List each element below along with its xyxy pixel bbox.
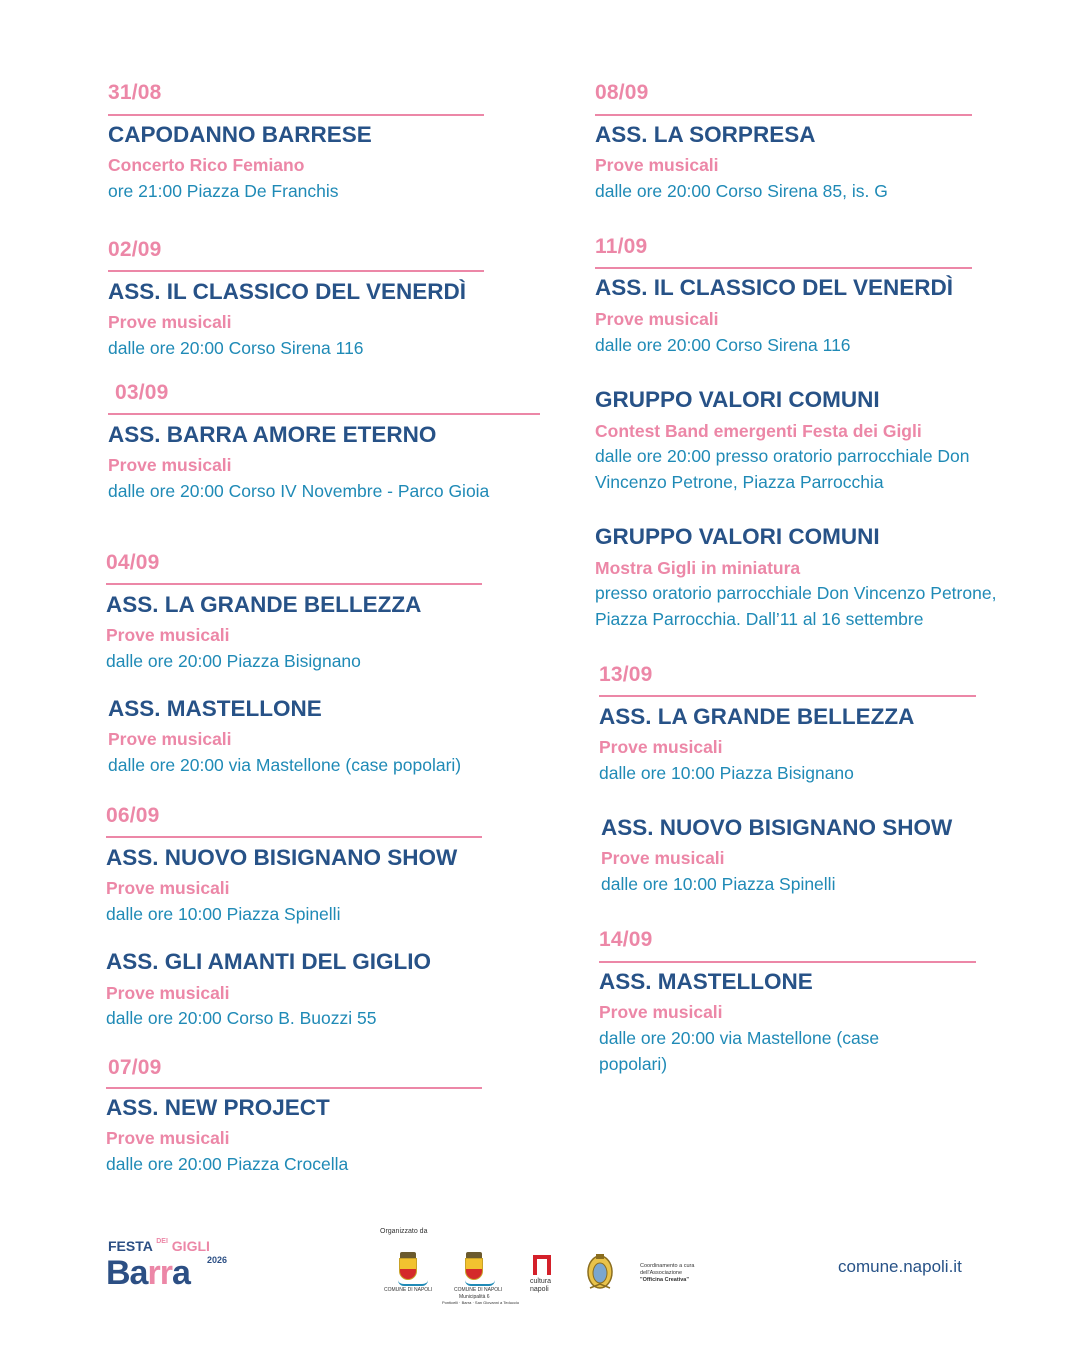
event-info: ore 21:00 Piazza De Franchis: [108, 181, 339, 201]
organized-by-label: Organizzato da: [380, 1228, 428, 1235]
wave-icon: [465, 1280, 495, 1286]
date-divider: [595, 114, 972, 116]
event-subtitle: Prove musicali: [599, 737, 723, 757]
wave-icon: [398, 1280, 428, 1286]
event-subtitle: Mostra Gigli in miniatura: [595, 558, 801, 578]
event-title: ASS. NUOVO BISIGNANO SHOW: [106, 845, 458, 870]
logo-year: 2026: [207, 1255, 228, 1265]
logo-rr: rr: [147, 1254, 172, 1292]
event-info: dalle ore 20:00 Corso Sirena 116: [595, 335, 851, 355]
date-divider: [599, 961, 976, 963]
event-subtitle: Prove musicali: [106, 983, 230, 1003]
municipalita-crest-icon: [463, 1252, 485, 1282]
logo-festa: FESTA: [108, 1238, 153, 1254]
comune-napoli-label: COMUNE DI NAPOLI: [454, 1287, 503, 1293]
event-title: ASS. IL CLASSICO DEL VENERDÌ: [595, 275, 953, 300]
event-title: ASS. IL CLASSICO DEL VENERDÌ: [108, 279, 466, 304]
event-title: ASS. BARRA AMORE ETERNO: [108, 422, 437, 447]
municipalita-sublabel: Ponticelli · Barra · San Giovanni a Teduccio: [442, 1300, 520, 1305]
date-divider: [108, 413, 540, 415]
event-subtitle: Prove musicali: [108, 312, 232, 332]
event-info: dalle ore 20:00 Piazza Bisignano: [106, 651, 361, 671]
event-date: 06/09: [106, 804, 160, 827]
event-subtitle: Prove musicali: [108, 455, 232, 475]
event-title: ASS. MASTELLONE: [599, 969, 813, 994]
website-link[interactable]: comune.napoli.it: [838, 1257, 962, 1276]
event-date: 03/09: [115, 381, 169, 404]
event-subtitle: Prove musicali: [601, 848, 725, 868]
event-info: dalle ore 10:00 Piazza Spinelli: [601, 874, 836, 894]
date-divider: [599, 695, 976, 697]
event-date: 04/09: [106, 551, 160, 574]
event-info: dalle ore 20:00 Corso Sirena 116: [108, 338, 364, 358]
date-divider: [106, 1087, 482, 1089]
event-subtitle: Prove musicali: [106, 1128, 230, 1148]
event-info: dalle ore 20:00 Corso B. Buozzi 55: [106, 1008, 377, 1028]
event-subtitle: Prove musicali: [106, 625, 230, 645]
event-title: ASS. GLI AMANTI DEL GIGLIO: [106, 949, 432, 974]
event-title: ASS. LA SORPRESA: [595, 122, 816, 147]
event-subtitle: Concerto Rico Femiano: [108, 155, 305, 175]
cultura-napoli-logo-icon: [533, 1255, 551, 1275]
comune-napoli-label: COMUNE DI NAPOLI: [384, 1287, 433, 1293]
event-subtitle: Prove musicali: [595, 155, 719, 175]
event-info: dalle ore 10:00 Piazza Spinelli: [106, 904, 341, 924]
logo-ba: Ba: [106, 1254, 148, 1292]
event-date: 11/09: [595, 235, 648, 258]
date-divider: [108, 114, 484, 116]
event-title: ASS. NEW PROJECT: [106, 1095, 330, 1120]
event-info: dalle ore 20:00 Corso IV Novembre - Parco Gioia: [108, 481, 490, 501]
comune-napoli-crest-icon: [397, 1252, 419, 1282]
event-title: GRUPPO VALORI COMUNI: [595, 387, 880, 412]
date-divider: [106, 836, 482, 838]
association-crest-icon: [586, 1252, 614, 1292]
date-divider: [108, 270, 484, 272]
event-info: dalle ore 20:00 presso oratorio parrocchiale Don Vincenzo Petrone, Piazza Parrocchia: [595, 446, 970, 492]
event-subtitle: Prove musicali: [108, 729, 232, 749]
event-info: dalle ore 20:00 via Mastellone (case popolari): [599, 1028, 880, 1074]
logo-gigli: GIGLI: [171, 1238, 210, 1254]
date-divider: [595, 267, 972, 269]
event-date: 07/09: [108, 1056, 162, 1079]
logo-dei: DEI: [156, 1238, 168, 1245]
event-info: dalle ore 20:00 via Mastellone (case popolari): [108, 755, 462, 775]
event-subtitle: Prove musicali: [599, 1002, 723, 1022]
event-title: ASS. NUOVO BISIGNANO SHOW: [601, 815, 953, 840]
logo-a: a: [171, 1254, 190, 1292]
event-date: 08/09: [595, 81, 649, 104]
event-subtitle: Contest Band emergenti Festa dei Gigli: [595, 421, 922, 441]
event-info: dalle ore 20:00 Corso Sirena 85, is. G: [595, 181, 888, 201]
event-title: CAPODANNO BARRESE: [108, 122, 372, 147]
event-title: ASS. MASTELLONE: [108, 696, 322, 721]
event-info: dalle ore 10:00 Piazza Bisignano: [599, 763, 854, 783]
event-title: ASS. LA GRANDE BELLEZZA: [599, 704, 915, 729]
event-date: 13/09: [599, 663, 653, 686]
event-info: presso oratorio parrocchiale Don Vincenzo Petrone, Piazza Parrocchia. Dall’11 al 16 settembre: [595, 583, 997, 629]
event-date: 02/09: [108, 238, 162, 261]
event-date: 31/08: [108, 81, 162, 104]
event-date: 14/09: [599, 928, 653, 951]
cultura-napoli-label: cultura napoli: [530, 1278, 552, 1293]
event-title: GRUPPO VALORI COMUNI: [595, 524, 880, 549]
coordination-label: Coordinamento a cura dell'Associazione "Officina Creativa": [640, 1263, 695, 1283]
event-subtitle: Prove musicali: [106, 878, 230, 898]
event-info: dalle ore 20:00 Piazza Crocella: [106, 1154, 349, 1174]
event-title: ASS. LA GRANDE BELLEZZA: [106, 592, 422, 617]
date-divider: [106, 583, 482, 585]
event-subtitle: Prove musicali: [595, 309, 719, 329]
municipalita-label: Municipalità 6: [459, 1294, 490, 1300]
festa-dei-gigli-logo: [106, 1238, 241, 1298]
